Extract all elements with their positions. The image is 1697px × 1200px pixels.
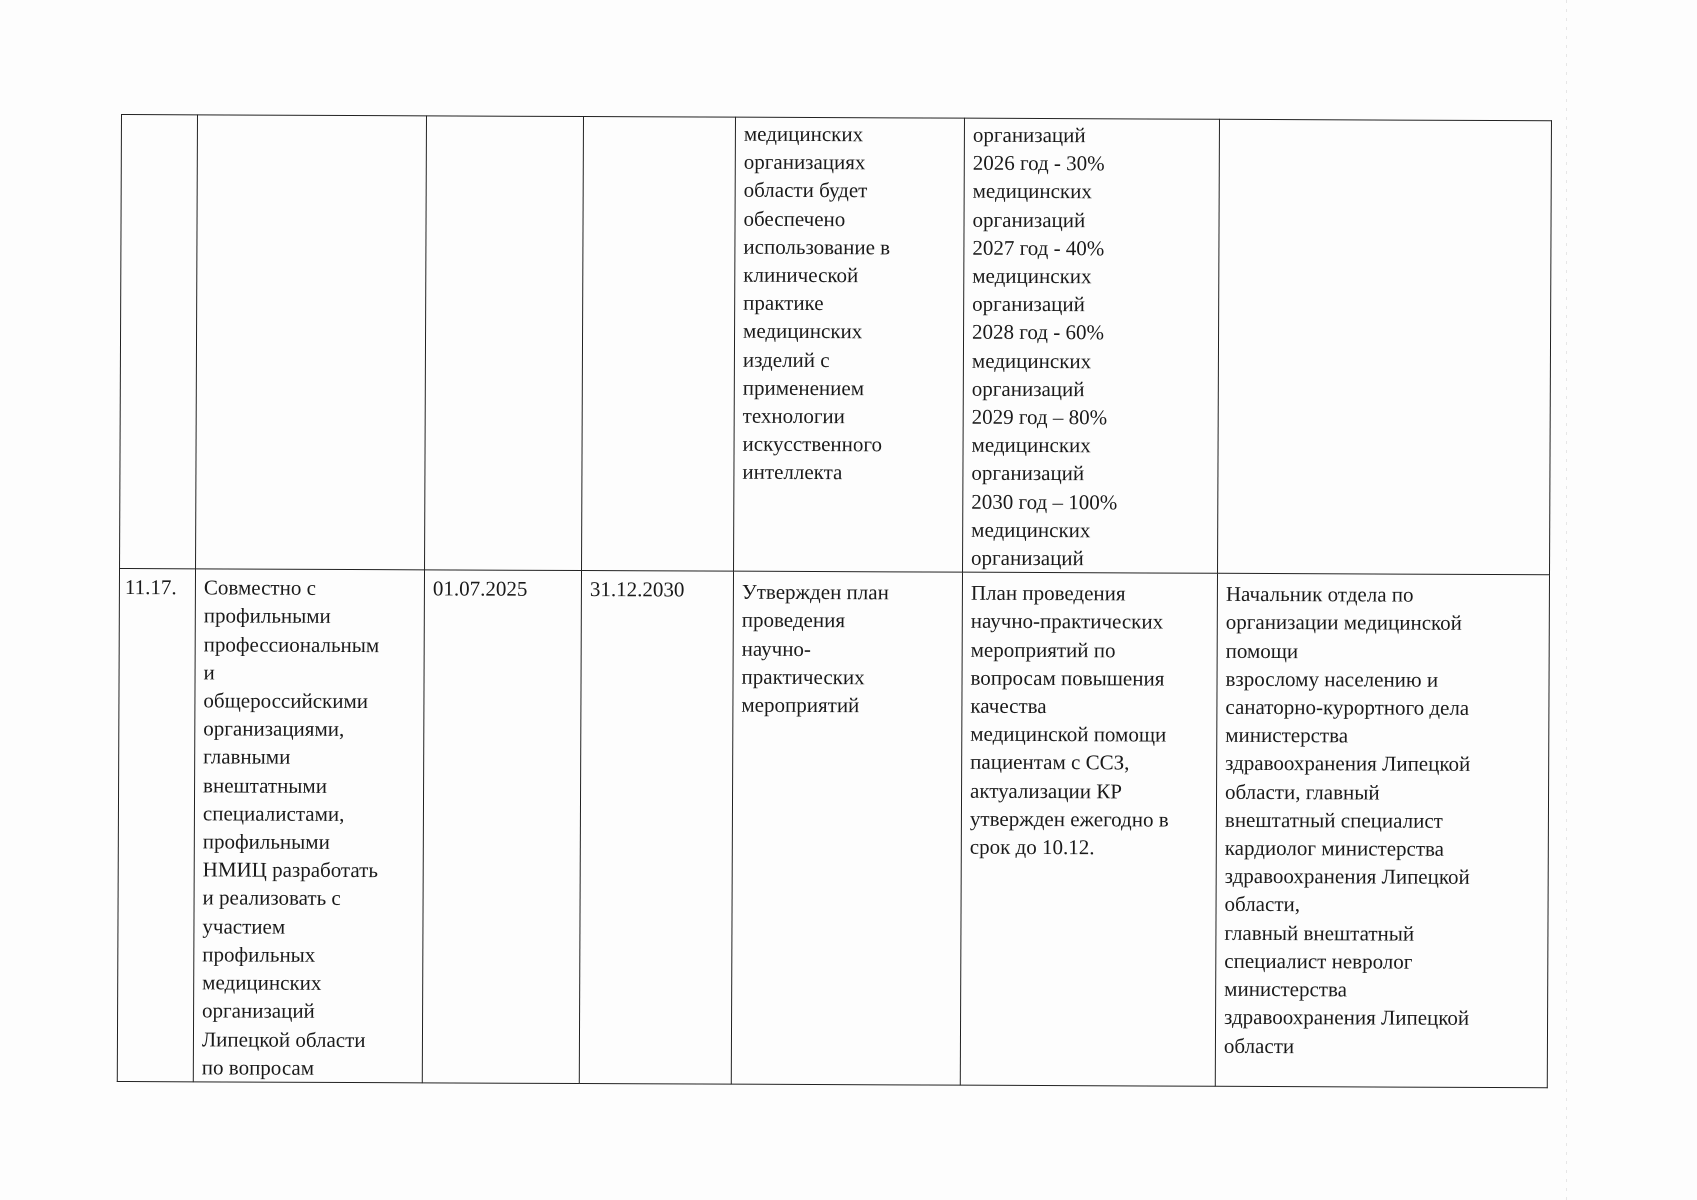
cell-start-date: 01.07.2025: [422, 570, 581, 1083]
table-row-11-17: [117, 569, 1549, 1088]
cell-indicator: организаций 2026 год - 30% медицинских организаций 2027 год - 40% медицинских организаций 2028 год - 60% медицинских организаций 2029 год – 80% медицинских организаций 2030 год – 100% медицинских организаций: [963, 118, 1220, 573]
cell-result: медицинских организациях области будет обеспечено использование в клинической практике медицинских изделий с применением технологии искусственного интеллекта: [734, 117, 965, 572]
cell-task: [196, 115, 427, 570]
cell-end-date: [582, 117, 736, 572]
cell-number: [120, 115, 198, 570]
cell-responsible: Начальник отдела по организации медицинской помощи взрослому населению и санаторно-курортного дела министерства здравоохранения Липецкой области, главный внештатный специалист кардиолог министерства здравоохранения Липецкой области, главный внештатный специалист невролог министерства здравоохранения Липецкой области: [1215, 574, 1549, 1088]
cell-result: Утвержден план проведения научно- практических мероприятий: [731, 571, 962, 1085]
cell-task: Совместно с профильными профессиональным и общероссийскими организациями, главными внештатными специалистами, профильными НМИЦ разработать и реализовать с участием профильных медицинских организаций Липецкой области по вопросам: [193, 569, 424, 1083]
table-row-continued: [120, 115, 1552, 575]
cell-number: 11.17.: [117, 569, 195, 1082]
cell-responsible: [1218, 119, 1552, 575]
cell-start-date: [425, 116, 584, 571]
scan-edge-mark: [1566, 0, 1567, 1200]
cell-end-date: 31.12.2030: [579, 571, 733, 1084]
action-plan-table: [117, 114, 1552, 1088]
cell-indicator: План проведения научно-практических мероприятий по вопросам повышения качества медицинской помощи пациентам с ССЗ, актуализации КР утвержден ежегодно в срок до 10.12.: [960, 572, 1217, 1086]
